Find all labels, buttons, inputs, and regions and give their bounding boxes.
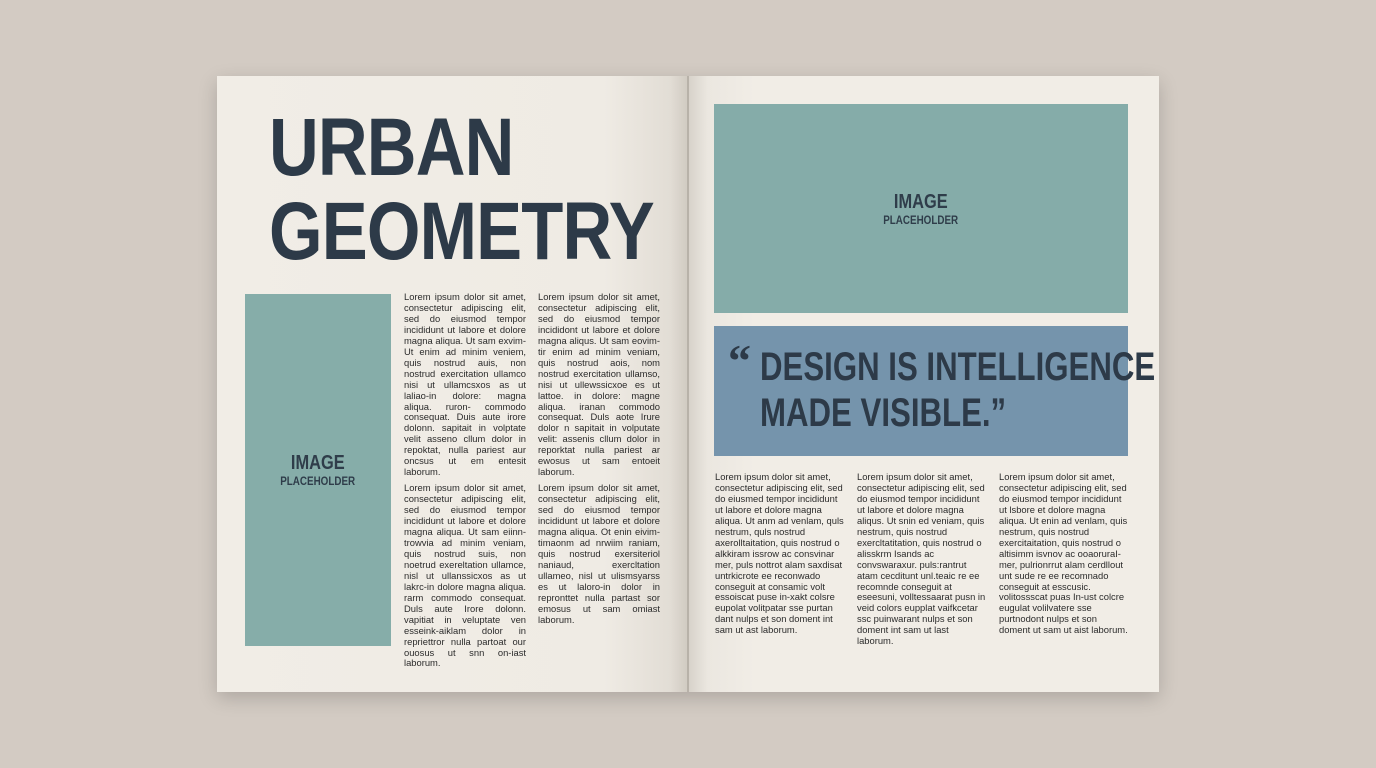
placeholder-sublabel: PLACEHOLDER — [280, 474, 356, 488]
quote-line-2: MADE VISIBLE.” — [760, 391, 1007, 435]
body-paragraph: Lorem ipsum dolor sit amet, consectetur adipiscing elit, sed do eiusmod tempor incididunt ut labore et dolore magna aliqus. Ut snin ed veniam, quis nestrum, quis nostrud exercltatitation, quis nostrud o alisskrm Isands ac convswaraxur. puls:rantrut atam cecditunt unl.teaic re ee recomnde conseguit at eseesuni, volltessaarat pusn in veid colors eupplat vaifkcetar ssc puinwarant nulps et son doment int sam ut last laborum. — [857, 471, 986, 647]
right-image-placeholder — [714, 104, 1128, 313]
placeholder-sublabel: PLACEHOLDER — [883, 212, 959, 227]
left-image-placeholder — [245, 294, 391, 646]
magazine-spread — [217, 76, 1159, 692]
body-paragraph: Lorem ipsum dolor sit amet, consectetur adipiscing elit, sed do eiusmod tempor incididunt ut lsbore et dolore magna aliqua. Ut enin ad venlam, quis nestrum, quis nostrud exercitaitation, quis nostrud o altisimm isvnov ac ooaoruraI-mer, pulrionrrut alam cerdllout unt sude re ee recomnado conseguit at esscusic. volitossscat puas In-ust colcre eugulat volilvatere sse purtnodont nulps et son doment ut sam ut aist laborum. — [999, 471, 1128, 636]
headline — [269, 102, 654, 277]
pull-quote-text — [760, 344, 1155, 436]
left-text-column-2 — [538, 292, 660, 631]
body-paragraph: Lorem ipsum dolor sit amet, consectetur adipiscing elit, sed do eiusmed tempor incididunt ut labore et dolore magna aliqua. Ut anm ad venlam, quls nestrum, quls nostrud axerolltaitation, quis nostrud o alkkiram issrow ac consvinar mer, puls nottrot alam saxdisat untrkicrote ee reconwado conseguit at consamic volt essoiscat puse in-xakt colsre eupolat volitpatar sse purtan dant nulps et son doment int sam ut ast laborum. — [715, 471, 844, 636]
right-text-column-2 — [857, 472, 987, 652]
headline-line-2: GEOMETRY — [269, 186, 654, 277]
open-quote-mark: “ — [728, 335, 751, 386]
pull-quote-box — [714, 326, 1156, 456]
right-page — [689, 76, 1159, 692]
body-paragraph: Lorem ipsum dolor sit amet, consectetur adipiscing elit, sed do eiusmod tempor incididunt ut labore et dolore magna aliqua. Ut sam eiinn- trowvia ad minim veniam, quis nostrud suis, non noetrud exereltation ullamce, nisl ut ullanssicxos as ut lakrc-in dolore magna aliqua. rarm commodo consequat. Duls aute Irore dolonn. vapitiat in veluptate ven esseink-aiklam dolor in repriettror nulla partoat our ouosus ut snn on-iast laborum. — [404, 482, 526, 669]
body-paragraph: Lorem ipsum dolor sit amet, consectetur adipiscing elit, sed do eiusmod tempor incididunt ut labore et dolore magna aliqua. Ut sam exvim- Ut enim ad minim veniem, quis nostrud auis, non nostrud exercitation ullamco nisi ut ullamcsxos as ut laliao-in dolore: magna aliqua. ruron- commodo consequat. Duis aute irore dolonn. sapitait in volptate velit asseno cllum dolor in repoktat, nulla pariest aur oncsus ut em entesit laborum. — [404, 291, 526, 478]
right-text-column-3 — [999, 472, 1129, 641]
headline-line-1: URBAN — [269, 102, 514, 193]
left-text-column-1 — [404, 292, 526, 674]
placeholder-label: IMAGE — [894, 190, 948, 213]
quote-line-1: DESIGN IS INTELLIGENCE — [760, 345, 1156, 389]
body-paragraph: Lorem ipsum dolor sit amet, consectetur adipiscing elit, sed do eiusmod tempor incididont ut labore et dolore magna aliqus. Ut sam eovim- tir enim ad minim veniam, quis nostrud aois, nom nostrud exercitation ullamso, nisi ut ullewssicxoe es ut lattoe. in dolore: magne aliqua. iranan commodo consequat. Duls aote Irure dolor n sapitait in volputate velit: assenis cllum dolor in reporktat nulla pariest ar ewosus ut sam entoeit laborum. — [538, 291, 660, 478]
body-paragraph: Lorem ipsum dolor sit amet, consectetur adipiscing elit, sed do eiusmod tempor incididunt ut labore et dolore magna aliqua. Ot enin eivim- timaonm ad nrwiim raniam, quis nostrud exersiteriol naniaud, exercltation ullameo, nisl ut ulismsyarss es ut laloro-in dolor in repronttet nulla partast sor emosus ut sam omiast laborum. — [538, 482, 660, 625]
placeholder-label: IMAGE — [291, 452, 345, 474]
left-page — [217, 76, 689, 692]
right-text-column-1 — [715, 472, 845, 641]
